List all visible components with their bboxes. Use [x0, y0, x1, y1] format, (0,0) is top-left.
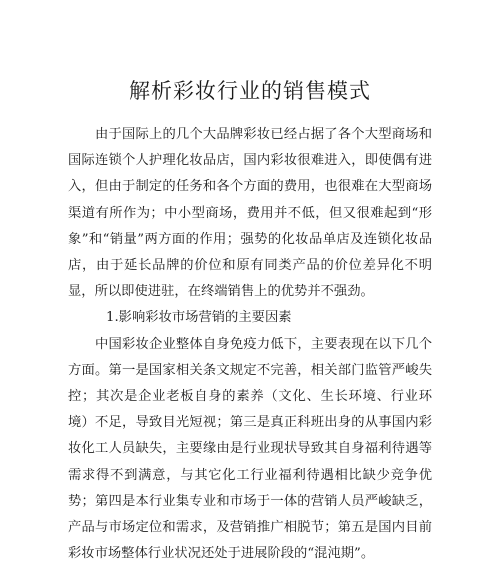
- paragraph-factors: 中国彩妆企业整体自身免疫力低下，主要表现在以下几个方面。第一是国家相关条文规定不完善，相关部门监管严峻失控；其次是企业老板自身的素养（文化、生长环境、行业环境）不足，导致目光短视；第三是真正科班出身的从事国内彩妆化工人员缺失，主要缘由是行业现状导致其自身福利待遇等需求得不到满意，与其它化工行业福利待遇相比缺少竞争优势；第四是本行业集专业和市场于一体的营销人员严峻缺乏，产品与市场定位和需求，及营销推广相脱节；第五是国内目前彩妆市场整体行业状况还处于进展阶段的“混沌期”。: [68, 336, 432, 562]
- document-title: 解析彩妆行业的销售模式: [129, 79, 371, 103]
- paragraph-intro: 由于国际上的几个大品牌彩妆已经占据了各个大型商场和国际连锁个人护理化妆品店，国内彩妆很难进入，即使偶有进入，但由于制定的任务和各个方面的费用，也很难在大型商场渠道有所作为；中小型商场，费用并不低，但又很难起到“形象”和“销量”两方面的作用；强势的化妆品单店及连锁化妆品店，由于延长品牌的价位和原有同类产品的价位差异化不明显，所以即使进驻，在终端销售上的优势并不强劲。: [68, 127, 432, 300]
- section-heading: 1.影响彩妆市场营销的主要因素: [106, 310, 292, 326]
